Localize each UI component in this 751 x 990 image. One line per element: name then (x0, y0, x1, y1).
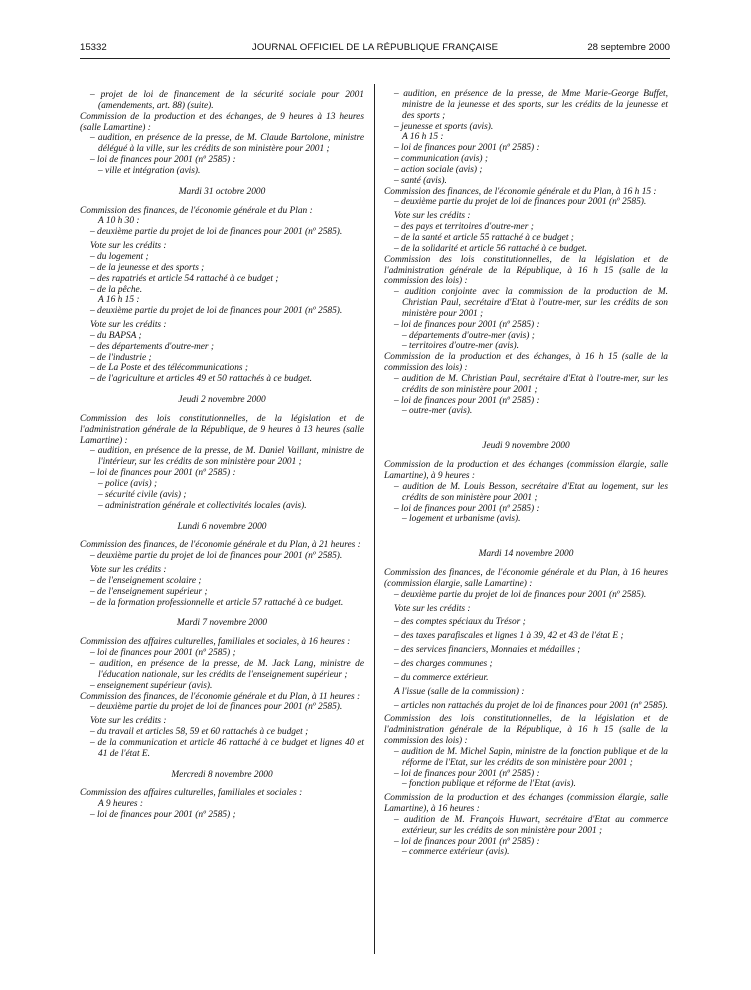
date-heading: Jeudi 9 novembre 2000 (482, 441, 570, 452)
agenda-item: – audition, en présence de la presse, de M. Claude Bartolone, ministre délégué à la ville, sur les crédits de son ministère pour 2001 ; (90, 133, 364, 155)
agenda-item: – deuxième partie du projet de loi de finances pour 2001 (nº 2585). (90, 551, 343, 562)
paragraph: Commission des finances, de l'économie générale et du Plan, à 21 heures : (80, 540, 361, 551)
agenda-item: – des pays et territoires d'outre-mer ; (394, 222, 534, 233)
paragraph: Commission de la production et des échanges (commission élargie, salle Lamartine), à 9 heures : (384, 460, 668, 481)
agenda-item: – des services financiers, Monnaies et médailles ; (394, 645, 581, 656)
agenda-subitem: – police (avis) ; (98, 479, 158, 489)
paragraph: Commission des lois constitutionnelles, de la législation et de l'administration générale de la République, à 16 h 15 (salle de la commission des lois) : (384, 254, 668, 287)
agenda-item: – des comptes spéciaux du Trésor ; (394, 617, 526, 628)
agenda-item: – de la solidarité et article 56 rattaché à ce budget. (394, 243, 587, 254)
agenda-item: – communication (avis) ; (394, 154, 488, 165)
agenda-subitem: – logement et urbanisme (avis). (402, 514, 521, 525)
paragraph: Commission des lois constitutionnelles, de la législation et de l'administration générale de la République, de 9 heures à 13 heures (salle Lamartine) : (80, 413, 364, 446)
paragraph: Commission des affaires culturelles, familiales et sociales : (80, 788, 303, 799)
agenda-item: – deuxième partie du projet de loi de finances pour 2001 (nº 2585). (90, 702, 343, 713)
subheading: Vote sur les crédits : (90, 565, 167, 576)
subheading: Vote sur les crédits : (394, 603, 471, 614)
right-column (384, 89, 668, 858)
page-number: 15332 (80, 42, 107, 53)
agenda-item: – du travail et articles 58, 59 et 60 rattachés à ce budget ; (90, 727, 309, 738)
subheading: Vote sur les crédits : (90, 320, 167, 331)
paragraph: Commission de la production et des échanges, à 16 h 15 (salle de la commission des lois) : (384, 352, 668, 374)
agenda-item: – de la jeunesse et des sports ; (90, 262, 205, 273)
agenda-item: – loi de finances pour 2001 (nº 2585) : (394, 503, 540, 514)
date-heading: Lundi 6 novembre 2000 (177, 521, 267, 532)
agenda-item: – de l'industrie ; (90, 352, 152, 363)
agenda-item: – de l'enseignement supérieur ; (90, 586, 208, 597)
issue-date: 28 septembre 2000 (587, 42, 670, 53)
date-heading: Mardi 7 novembre 2000 (176, 618, 268, 629)
agenda-item: – des rapatriés et article 54 rattaché à ce budget ; (90, 273, 279, 284)
agenda-subitem: – commerce extérieur (avis). (402, 847, 510, 858)
paragraph: Commission des finances, de l'économie générale et du Plan, à 16 h 15 : (384, 186, 657, 197)
agenda-subitem: – fonction publique et réforme de l'Etat (avis). (402, 779, 576, 790)
page-header (80, 42, 670, 56)
time-heading: A 10 h 30 : (98, 216, 140, 227)
agenda-item: – des départements d'outre-mer ; (90, 341, 215, 352)
agenda-item: – audition, en présence de la presse, de Mme Marie-George Buffet, ministre de la jeunesse et des sports, sur les crédits de la jeunesse et des sports ; (394, 89, 668, 121)
time-heading: A 16 h 15 : (402, 132, 444, 143)
agenda-item: – loi de finances pour 2001 (nº 2585) : (394, 319, 540, 330)
subheading: A l'issue (salle de la commission) : (394, 686, 525, 697)
agenda-item: – action sociale (avis) ; (394, 164, 483, 175)
agenda-item: – loi de finances pour 2001 (nº 2585) ; (90, 810, 236, 821)
agenda-item: – de La Poste et des télécommunications ; (90, 363, 249, 374)
agenda-item: – des taxes parafiscales et lignes 1 à 39, 42 et 43 de l'état E ; (394, 631, 624, 642)
journal-title: JOURNAL OFFICIEL DE LA RÉPUBLIQUE FRANÇAISE (251, 42, 499, 53)
agenda-subitem: – territoires d'outre-mer (avis). (402, 341, 519, 352)
agenda-item: – enseignement supérieur (avis). (90, 680, 213, 691)
agenda-item: – jeunesse et sports (avis). (394, 121, 494, 132)
paragraph: Commission des finances, de l'économie générale et du Plan, à 11 heures : (80, 691, 361, 702)
date-heading: Jeudi 2 novembre 2000 (178, 395, 266, 406)
agenda-subitem: – sécurité civile (avis) ; (98, 489, 187, 500)
agenda-item: – de la formation professionnelle et article 57 rattaché à ce budget. (90, 597, 344, 608)
agenda-item: – loi de finances pour 2001 (nº 2585) : (394, 768, 540, 779)
paragraph: Commission de la production et des échanges, de 9 heures à 13 heures (salle Lamartine) : (80, 111, 364, 133)
agenda-item: – loi de finances pour 2001 (nº 2585) : (90, 155, 236, 166)
agenda-item: – de la pêche. (90, 284, 143, 295)
paragraph: Commission des finances, de l'économie générale et du Plan : (80, 205, 313, 216)
paragraph: Commission des lois constitutionnelles, de la législation et de l'administration générale de la République, à 16 h 15 (salle de la commission des lois) : (384, 714, 668, 747)
agenda-item: – de la santé et article 55 rattaché à ce budget ; (394, 232, 574, 243)
time-heading: A 9 heures : (98, 799, 144, 810)
column-divider (374, 84, 375, 954)
time-heading: A 16 h 15 : (98, 295, 140, 306)
left-column (80, 90, 364, 821)
agenda-subitem: – ville et intégration (avis). (98, 165, 201, 176)
agenda-subitem: – départements d'outre-mer (avis) ; (402, 330, 535, 341)
agenda-item: – articles non rattachés du projet de loi de finances pour 2001 (nº 2585). (394, 700, 668, 711)
agenda-item: – projet de loi de financement de la sécurité sociale pour 2001 (amendements, art. 88) (suite). (90, 90, 364, 111)
agenda-item: – audition, en présence de la presse, de M. Daniel Vaillant, ministre de l'intérieur, sur les crédits de son ministère pour 2001 ; (90, 446, 364, 468)
agenda-item: – audition, en présence de la presse, de M. Jack Lang, ministre de l'éducation nationale, sur les crédits de l'enseignement supérieur ; (90, 658, 364, 680)
agenda-item: – loi de finances pour 2001 (nº 2585) : (394, 395, 540, 406)
agenda-subitem: – administration générale et collectivités locales (avis). (98, 500, 307, 511)
agenda-item: – loi de finances pour 2001 (nº 2585) : (394, 836, 540, 847)
agenda-item: – deuxième partie du projet de loi de finances pour 2001 (nº 2585). (394, 197, 647, 208)
agenda-item: – du logement ; (90, 251, 149, 262)
paragraph: Commission de la production et des échanges (commission élargie, salle Lamartine), à 16 heures : (384, 793, 668, 815)
agenda-item: – de l'agriculture et articles 49 et 50 rattachés à ce budget. (90, 374, 312, 385)
agenda-item: – santé (avis). (394, 175, 447, 186)
date-heading: Mardi 31 octobre 2000 (178, 186, 266, 197)
agenda-item: – audition de M. Christian Paul, secrétaire d'Etat à l'outre-mer, sur les crédits de son ministère pour 2001 ; (394, 373, 668, 395)
agenda-item: – deuxième partie du projet de loi de finances pour 2001 (nº 2585). (394, 589, 647, 600)
agenda-item: – audition de M. Michel Sapin, ministre de la fonction publique et de la réforme de l'Etat, sur les crédits de son ministère pour 2001 ; (394, 746, 668, 768)
agenda-item: – loi de finances pour 2001 (nº 2585) : (90, 468, 236, 479)
agenda-item: – loi de finances pour 2001 (nº 2585) : (394, 143, 540, 154)
agenda-item: – audition de M. François Huwart, secrétaire d'Etat au commerce extérieur, sur les crédits de son ministère pour 2001 ; (394, 814, 668, 836)
paragraph: Commission des finances, de l'économie générale et du Plan, à 16 heures (commission élargie, salle Lamartine) : (384, 568, 668, 589)
subheading: Vote sur les crédits : (90, 241, 167, 252)
header-rule (80, 58, 670, 59)
agenda-item: – audition conjointe avec la commission de la production de M. Christian Paul, secrétaire d'Etat à l'outre-mer, sur les crédits de son ministère pour 2001 ; (394, 287, 668, 319)
agenda-item: – du commerce extérieur. (394, 672, 489, 683)
subheading: Vote sur les crédits : (394, 211, 471, 222)
agenda-item: – deuxième partie du projet de loi de finances pour 2001 (nº 2585). (90, 227, 343, 238)
agenda-subitem: – outre-mer (avis). (402, 406, 473, 417)
agenda-item: – de l'enseignement scolaire ; (90, 575, 202, 586)
agenda-item: – du BAPSA ; (90, 330, 142, 341)
agenda-item: – des charges communes ; (394, 658, 493, 669)
subheading: Vote sur les crédits : (90, 716, 167, 727)
date-heading: Mardi 14 novembre 2000 (478, 549, 574, 560)
paragraph: Commission des affaires culturelles, familiales et sociales, à 16 heures : (80, 637, 351, 648)
date-heading: Mercredi 8 novembre 2000 (171, 769, 273, 780)
agenda-item: – deuxième partie du projet de loi de finances pour 2001 (nº 2585). (90, 306, 343, 317)
agenda-item: – loi de finances pour 2001 (nº 2585) ; (90, 648, 236, 659)
agenda-item: – audition de M. Louis Besson, secrétaire d'Etat au logement, sur les crédits de son ministère pour 2001 ; (394, 481, 668, 503)
agenda-item: – de la communication et article 46 rattaché à ce budget et lignes 40 et 41 de l'état E. (90, 737, 364, 759)
